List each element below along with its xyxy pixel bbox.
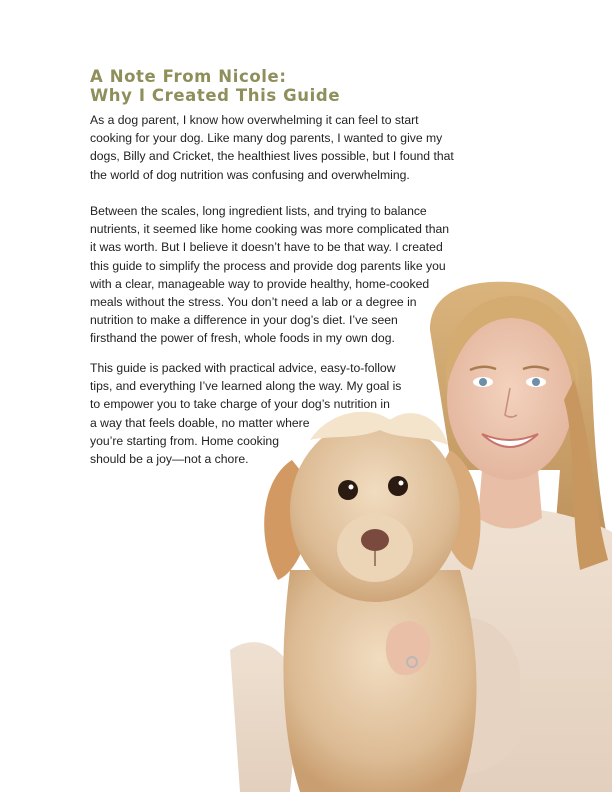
paragraph-line: this guide to simplify the process and provide dog parents like you [90,258,446,273]
paragraph-line: dogs, Billy and Cricket, the healthiest lives possible, but I found that [90,149,454,164]
paragraph-line: Between the scales, long ingredient lists, and trying to balance [90,204,427,218]
heading-line-2: Why I Created This Guide [90,86,341,105]
paragraph-line: should be a joy—not a chore. [90,452,249,467]
dog-figure [264,412,480,792]
paragraph-line: As a dog parent, I know how overwhelming it can feel to start [90,113,419,127]
paragraph-line: you’re starting from. Home cooking [90,433,279,448]
paragraph-line: firsthand the power of fresh, whole foods in my own dog. [90,331,395,346]
paragraph-line: it was worth. But I believe it doesn’t have to be that way. I created [90,240,443,255]
paragraph-line: nutrition to make a difference in your dog’s diet. I’ve seen [90,313,398,328]
paragraph-line: nutrients, it seemed like home cooking was more complicated than [90,222,450,237]
paragraph-line: tips, and everything I’ve learned along the way. My goal is [90,379,402,394]
paragraph-line: This guide is packed with practical advice, easy-to-follow [90,361,396,375]
heading-line-1: A Note From Nicole: [90,67,287,86]
paragraph-intro [90,111,454,184]
author-with-dog-photo [220,270,612,792]
page-heading [90,67,340,105]
paragraph-line: a way that feels doable, no matter where [90,415,310,430]
paragraph-line: cooking for your dog. Like many dog parents, I wanted to give my [90,131,443,146]
paragraph-line: the world of dog nutrition was confusing and overwhelming. [90,167,410,182]
paragraph-line: to empower you to take charge of your dog’s nutrition in [90,397,390,412]
paragraph-line: with a clear, manageable way to provide healthy, home-cooked [90,276,430,291]
paragraph-line: meals without the stress. You don’t need a lab or a degree in [90,295,417,310]
